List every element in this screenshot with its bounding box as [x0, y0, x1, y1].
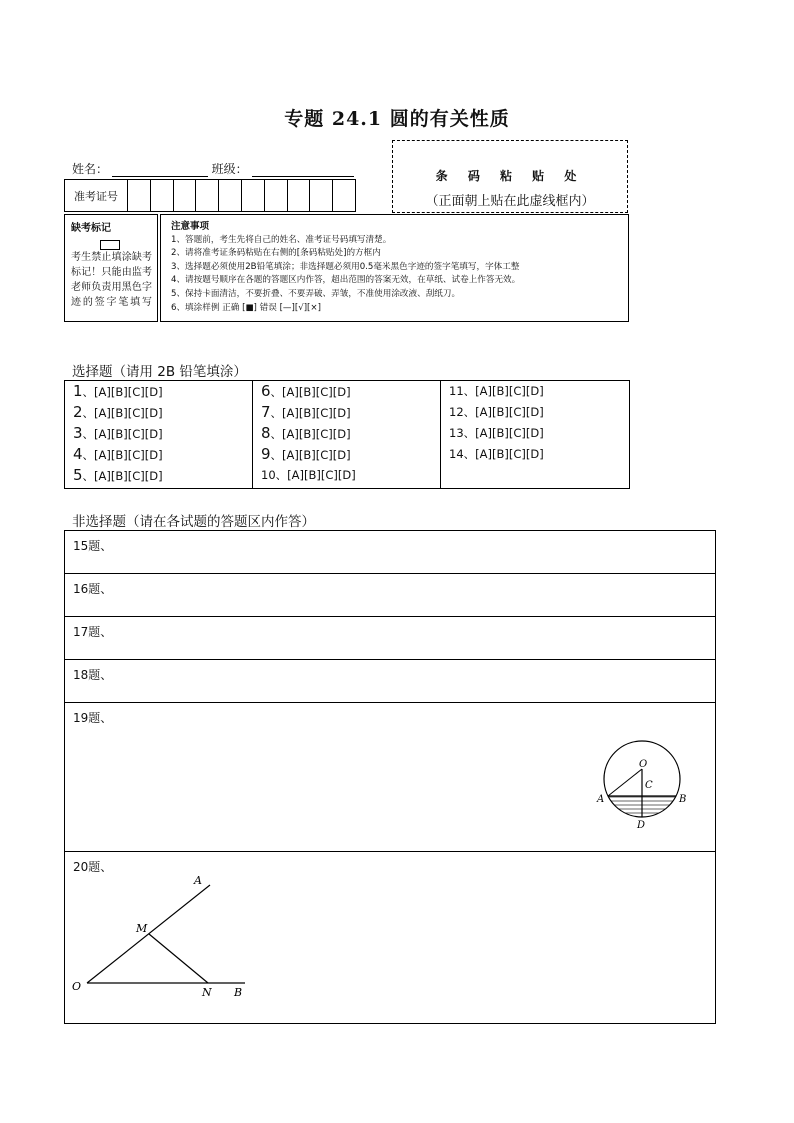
- question-label: 15题、: [73, 539, 113, 553]
- choice-options: 、[A][B][C][D]: [270, 406, 351, 420]
- barcode-area: [392, 140, 628, 213]
- label-A: A: [194, 874, 202, 887]
- answer-box-20[interactable]: [65, 852, 715, 1023]
- choice-row[interactable]: [261, 423, 440, 444]
- choice-row[interactable]: [261, 381, 440, 402]
- choice-section-title: 选择题（请用 2B 铅笔填涂）: [72, 364, 247, 380]
- exam-id-label: 准考证号: [65, 180, 128, 211]
- exam-id-grid: [64, 179, 356, 212]
- exam-id-cell[interactable]: [333, 180, 355, 211]
- choice-number: 3: [73, 424, 83, 442]
- name-label: 姓名：: [72, 162, 109, 176]
- absent-mark-checkbox[interactable]: [100, 240, 120, 250]
- choice-options: 、[A][B][C][D]: [82, 427, 163, 441]
- choice-options: 、[A][B][C][D]: [463, 447, 544, 461]
- choice-row[interactable]: [449, 381, 629, 402]
- exam-id-cell[interactable]: [196, 180, 219, 211]
- choice-row[interactable]: [261, 465, 440, 486]
- choice-number: 8: [261, 424, 271, 442]
- choice-number: 11: [449, 384, 464, 398]
- choice-options: 、[A][B][C][D]: [270, 427, 351, 441]
- answer-box-15[interactable]: [65, 531, 715, 574]
- choice-options: 、[A][B][C][D]: [463, 405, 544, 419]
- choice-number: 2: [73, 403, 83, 421]
- angle-figure: [65, 870, 265, 1000]
- choice-row[interactable]: [449, 402, 629, 423]
- answer-box-19[interactable]: [65, 703, 715, 852]
- question-label: 19题、: [73, 711, 113, 725]
- choice-number: 6: [261, 382, 271, 400]
- choice-number: 13: [449, 426, 464, 440]
- question-label: 18题、: [73, 668, 113, 682]
- choice-column: [441, 381, 629, 488]
- choice-row[interactable]: [73, 381, 252, 402]
- choice-row[interactable]: [261, 444, 440, 465]
- open-section-title: 非选择题（请在各试题的答题区内作答）: [72, 514, 315, 530]
- exam-id-cell[interactable]: [310, 180, 333, 211]
- label-O: O: [72, 980, 82, 993]
- exam-id-cell[interactable]: [265, 180, 288, 211]
- notice-item: 6、填涂样例 正确 [■] 错误 [—][√][×]: [171, 302, 321, 313]
- choice-options: 、[A][B][C][D]: [82, 448, 163, 462]
- choice-number: 7: [261, 403, 271, 421]
- choice-number: 4: [73, 445, 83, 463]
- label-M: M: [136, 922, 148, 935]
- answer-box-18[interactable]: [65, 660, 715, 703]
- circle-figure: [589, 731, 699, 831]
- notice-title: 注意事项: [171, 221, 210, 232]
- choice-row[interactable]: [73, 402, 252, 423]
- choice-row[interactable]: [449, 423, 629, 444]
- absent-mark-title: 缺考标记: [71, 223, 111, 234]
- answer-box-17[interactable]: [65, 617, 715, 660]
- notice-box: [160, 214, 629, 322]
- question-label: 17题、: [73, 625, 113, 639]
- choice-row[interactable]: [73, 465, 252, 486]
- choice-options: 、[A][B][C][D]: [270, 448, 351, 462]
- notice-item: 2、请将准考证条码粘贴在右侧的[条码粘贴处]的方框内: [171, 248, 381, 259]
- barcode-note: （正面朝上贴在此虚线框内）: [425, 194, 595, 209]
- choice-column: [65, 381, 253, 488]
- notice-item: 1、答题前，考生先将自己的姓名、准考证号码填写清楚。: [171, 234, 392, 245]
- question-label: 16题、: [73, 582, 113, 596]
- open-answer-area: [64, 530, 716, 1024]
- choice-row[interactable]: [449, 444, 629, 465]
- label-B: B: [679, 794, 687, 805]
- choice-options: 、[A][B][C][D]: [82, 385, 163, 399]
- class-field[interactable]: [252, 164, 354, 177]
- notice-item: 4、请按题号顺序在各题的答题区内作答，超出范围的答案无效，在草纸、试卷上作答无效。: [171, 275, 521, 286]
- name-field[interactable]: [112, 164, 208, 177]
- choice-number: 1: [73, 382, 83, 400]
- exam-id-cell[interactable]: [128, 180, 151, 211]
- barcode-title: 条 码 粘 贴 处: [435, 169, 585, 183]
- page-title: 专题 24.1 圆的有关性质: [284, 108, 510, 130]
- choice-options: 、[A][B][C][D]: [82, 406, 163, 420]
- choice-number: 10: [261, 468, 276, 482]
- choice-options: 、[A][B][C][D]: [270, 385, 351, 399]
- exam-id-cell[interactable]: [151, 180, 174, 211]
- label-B: B: [234, 986, 243, 999]
- label-N: N: [202, 986, 212, 999]
- choice-row[interactable]: [73, 444, 252, 465]
- choice-options: 、[A][B][C][D]: [463, 426, 544, 440]
- notice-item: 5、保持卡面清洁，不要折叠、不要弄破、弄皱，不准使用涂改液、刮纸刀。: [171, 288, 461, 299]
- class-label: 班级：: [211, 162, 248, 176]
- student-info-line: [72, 160, 354, 177]
- label-O: O: [639, 759, 648, 770]
- exam-id-cell[interactable]: [219, 180, 242, 211]
- choice-row[interactable]: [73, 423, 252, 444]
- choice-number: 9: [261, 445, 271, 463]
- choice-options: 、[A][B][C][D]: [463, 384, 544, 398]
- choice-number: 12: [449, 405, 464, 419]
- label-A: A: [597, 794, 605, 805]
- exam-id-cell[interactable]: [174, 180, 197, 211]
- choice-row[interactable]: [261, 402, 440, 423]
- label-C: C: [645, 780, 653, 791]
- notice-item: 3、选择题必须使用2B铅笔填涂；非选择题必须用0.5毫米黑色字迹的签字笔填写，字体工整: [171, 261, 520, 272]
- question-label: 20题、: [73, 860, 113, 874]
- label-D: D: [637, 820, 646, 831]
- choice-options: 、[A][B][C][D]: [82, 469, 163, 483]
- choice-grid: [64, 380, 630, 489]
- exam-id-cell[interactable]: [242, 180, 265, 211]
- absent-mark-box: [64, 214, 158, 322]
- answer-box-16[interactable]: [65, 574, 715, 617]
- choice-number: 5: [73, 466, 83, 484]
- choice-column: [253, 381, 441, 488]
- absent-mark-text: 考生禁止填涂缺考标记！只能由监考老师负责用黑色字迹的签字笔填写: [71, 252, 152, 308]
- exam-id-cell[interactable]: [288, 180, 311, 211]
- choice-options: 、[A][B][C][D]: [275, 468, 356, 482]
- choice-number: 14: [449, 447, 464, 461]
